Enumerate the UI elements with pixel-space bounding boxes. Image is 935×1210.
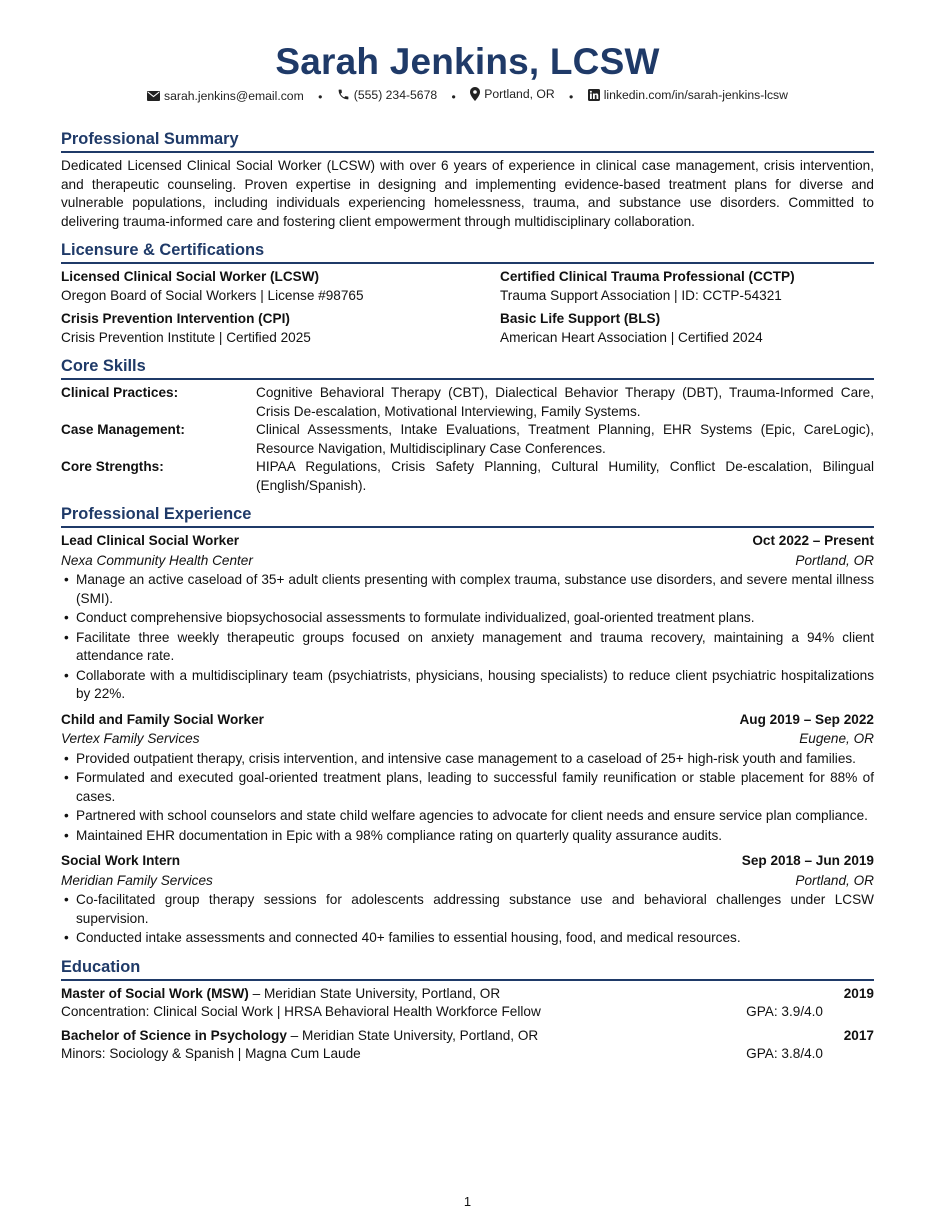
skill-row	[61, 458, 874, 495]
job-bullet: • Partnered with school counselors and state child welfare agencies to advocate for client needs and ensure service plan compliance.	[61, 807, 874, 826]
job-header	[61, 711, 874, 730]
job-header	[61, 532, 874, 551]
job-location: Portland, OR	[795, 552, 874, 568]
certification-name: Licensed Clinical Social Worker (LCSW)	[61, 269, 320, 284]
location-text: Portland, OR	[484, 87, 555, 101]
phone-icon	[337, 88, 350, 101]
contact-separator: •	[569, 90, 574, 104]
job-entry	[61, 532, 874, 704]
education-entry	[61, 1027, 874, 1064]
certification-detail: Trauma Support Association | ID: CCTP-54321	[500, 287, 782, 303]
job-dates: Aug 2019 – Sep 2022	[739, 711, 874, 727]
skill-text: Clinical Assessments, Intake Evaluations, Treatment Planning, EHR Systems (Epic, CareLogic), Resource Navigation, Multidisciplinary Case Conferences.	[256, 422, 874, 456]
job-bullet: • Maintained EHR documentation in Epic with a 98% compliance rating on quarterly quality assurance audits.	[61, 827, 874, 846]
contact-email[interactable]	[147, 88, 304, 104]
education-year: 2017	[843, 1027, 874, 1043]
job-entry	[61, 711, 874, 846]
job-bullets	[61, 571, 874, 704]
job-role: Lead Clinical Social Worker	[61, 533, 240, 548]
section-title: Core Skills	[61, 356, 874, 380]
job-bullet: • Formulated and executed goal-oriented treatment plans, leading to successful family reunification or stable placement for 88% of cases.	[61, 769, 874, 806]
education-school: – Meridian State University, Portland, OR	[286, 1027, 539, 1043]
certification-name: Basic Life Support (BLS)	[500, 311, 661, 326]
education-header	[61, 985, 874, 1004]
skill-text: HIPAA Regulations, Crisis Safety Planning, Cultural Humility, Conflict De-escalation, Bilingual (English/Spanish).	[256, 459, 874, 493]
contact-separator: •	[318, 90, 323, 104]
job-bullet: • Co-facilitated group therapy sessions for adolescents addressing substance use and behavioral challenges under LCSW supervision.	[61, 891, 874, 928]
education-year: 2019	[843, 985, 874, 1001]
job-subheader	[61, 552, 874, 571]
contact-line	[61, 86, 874, 105]
certification-detail: American Heart Association | Certified 2024	[500, 329, 763, 345]
skill-row	[61, 421, 874, 458]
skills-section	[61, 356, 874, 495]
job-dates: Oct 2022 – Present	[752, 533, 874, 548]
linkedin-text: linkedin.com/in/sarah-jenkins-lcsw	[603, 88, 788, 102]
job-subheader	[61, 872, 874, 891]
job-header	[61, 852, 874, 871]
resume-page	[61, 40, 874, 1069]
job-organization: Nexa Community Health Center	[61, 552, 253, 568]
education-section	[61, 957, 874, 1064]
section-title: Professional Experience	[61, 504, 874, 528]
job-role: Child and Family Social Worker	[61, 711, 264, 727]
education-degree-line	[61, 985, 500, 1004]
education-header	[61, 1027, 874, 1046]
certifications-section	[61, 240, 874, 347]
education-degree: Bachelor of Science in Psychology	[61, 1027, 287, 1043]
section-title: Education	[61, 957, 874, 981]
skill-label: Clinical Practices:	[61, 385, 179, 400]
certification-name: Certified Clinical Trauma Professional (CCTP)	[500, 269, 795, 284]
contact-phone[interactable]	[337, 87, 437, 103]
job-bullet: • Provided outpatient therapy, crisis intervention, and intensive case management to a caseload of 25+ high-risk youth and families.	[61, 750, 874, 769]
job-bullet: • Collaborate with a multidisciplinary team (psychiatrists, physicians, housing specialists) to reduce client psychiatric hospitalizations by 22%.	[61, 667, 874, 704]
education-gpa: GPA: 3.8/4.0	[746, 1046, 823, 1061]
education-subheader	[61, 1003, 874, 1022]
section-title: Licensure & Certifications	[61, 240, 874, 264]
linkedin-icon	[588, 89, 600, 101]
education-gpa: GPA: 3.9/4.0	[746, 1004, 823, 1019]
certifications-grid	[61, 268, 874, 347]
summary-section	[61, 129, 874, 231]
education-detail: Minors: Sociology & Spanish | Magna Cum Laude	[61, 1046, 361, 1061]
certification-name: Crisis Prevention Intervention (CPI)	[61, 311, 290, 326]
job-bullets	[61, 891, 874, 948]
education-subheader	[61, 1045, 874, 1064]
map-marker-icon	[470, 87, 480, 101]
job-bullet: • Conduct comprehensive biopsychosocial assessments to formulate individualized, goal-oriented treatment plans.	[61, 609, 874, 628]
job-bullets	[61, 750, 874, 846]
page-number: 1	[463, 1194, 472, 1209]
job-role: Social Work Intern	[61, 853, 181, 868]
certification-item	[61, 310, 500, 347]
contact-separator: •	[451, 90, 456, 104]
job-entry	[61, 852, 874, 948]
certification-detail: Crisis Prevention Institute | Certified 2025	[61, 329, 311, 345]
job-subheader	[61, 730, 874, 749]
contact-location	[470, 86, 554, 102]
certification-item	[500, 268, 874, 305]
job-bullet: • Conducted intake assessments and connected 40+ families to essential housing, food, and medical resources.	[61, 929, 874, 948]
job-bullet: • Facilitate three weekly therapeutic groups focused on anxiety management and trauma recovery, maintaining a 94% client attendance rate.	[61, 629, 874, 666]
envelope-icon	[147, 91, 160, 101]
skill-text: Cognitive Behavioral Therapy (CBT), Dialectical Behavior Therapy (DBT), Trauma-Informed Care, Crisis De-escalation, Motivational Interviewing, Family Systems.	[256, 385, 874, 419]
education-school: – Meridian State University, Portland, OR	[248, 985, 501, 1001]
job-bullet: • Manage an active caseload of 35+ adult clients presenting with complex trauma, substance use disorders, and severe mental illness (SMI).	[61, 571, 874, 608]
section-title: Professional Summary	[61, 129, 874, 153]
email-text: sarah.jenkins@email.com	[164, 89, 304, 103]
candidate-name: Sarah Jenkins, LCSW	[275, 41, 660, 82]
skill-row	[61, 384, 874, 421]
experience-section	[61, 504, 874, 948]
job-organization: Vertex Family Services	[61, 731, 200, 746]
certification-detail: Oregon Board of Social Workers | License #98765	[61, 287, 364, 303]
job-dates: Sep 2018 – Jun 2019	[741, 853, 874, 868]
certification-item	[61, 268, 500, 305]
job-location: Portland, OR	[795, 872, 874, 888]
skill-label: Case Management:	[61, 422, 185, 437]
phone-text: (555) 234-5678	[353, 87, 438, 102]
contact-linkedin[interactable]	[588, 87, 788, 103]
skill-label: Core Strengths:	[61, 459, 164, 474]
certification-item	[500, 310, 874, 347]
education-entry	[61, 985, 874, 1022]
education-degree: Master of Social Work (MSW)	[61, 985, 249, 1001]
education-degree-line	[61, 1027, 538, 1046]
job-organization: Meridian Family Services	[61, 872, 213, 888]
job-location: Eugene, OR	[799, 731, 874, 746]
education-detail: Concentration: Clinical Social Work | HRSA Behavioral Health Workforce Fellow	[61, 1004, 541, 1019]
summary-text: Dedicated Licensed Clinical Social Worker (LCSW) with over 6 years of experience in clinical case management, crisis intervention, and therapeutic counseling. Proven expertise in designing and implementing evidence-based treatment plans for diverse and vulnerable populations, including individuals experiencing homelessness, trauma, and substance use disorders. Committed to delivering trauma-informed care and fostering client empowerment through multidisciplinary collaboration.	[61, 158, 874, 229]
